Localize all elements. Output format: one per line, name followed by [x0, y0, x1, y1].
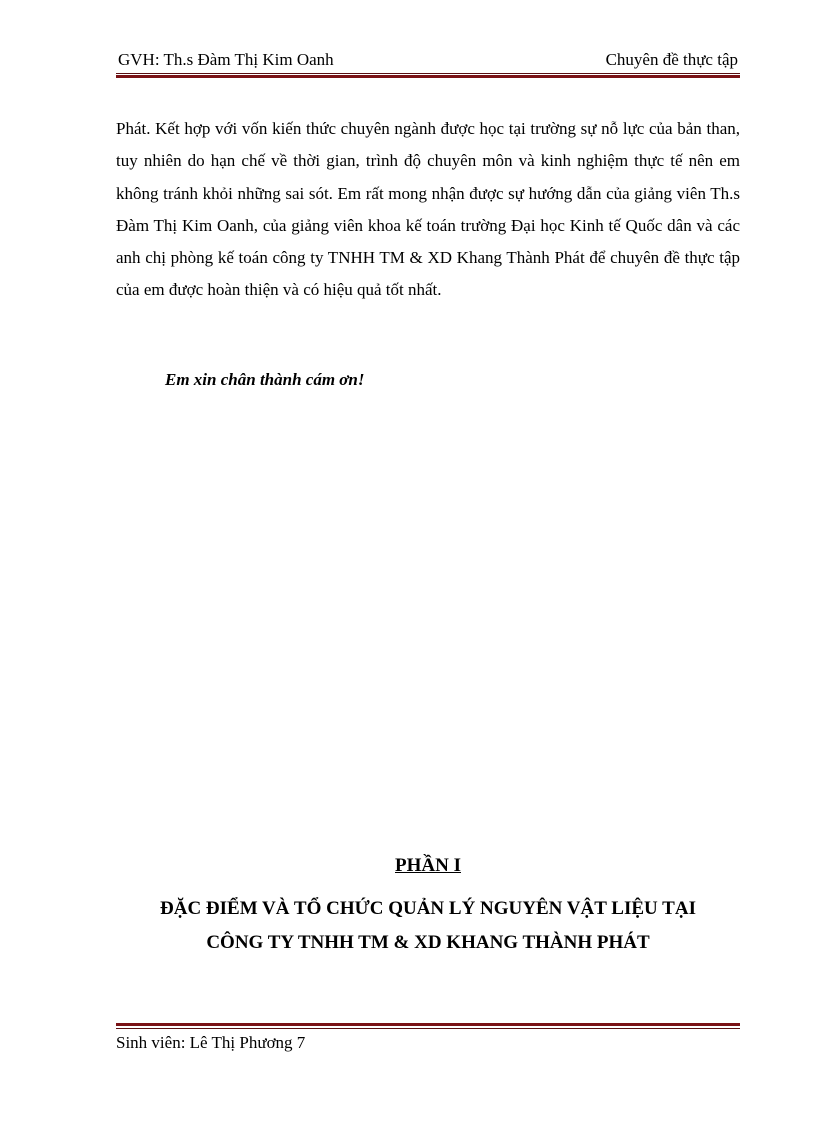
page-header [116, 48, 740, 72]
header-rule-thin [116, 73, 740, 74]
section-title [116, 892, 740, 960]
header-instructor: GVH: Th.s Đàm Thị Kim Oanh [118, 50, 334, 69]
body-text [116, 113, 740, 307]
header-rule-thick [116, 75, 740, 78]
footer-student: Sinh viên: Lê Thị Phương 7 [116, 1033, 306, 1052]
section-label: PHẦN I [395, 855, 461, 876]
body-paragraph: Phát. Kết hợp với vốn kiến thức chuyên ngành được học tại trường sự nỗ lực của bản than, tuy nhiên do hạn chế về thời gian, trình độ chuyên môn và kinh nghiệm thực tế nên em không tránh khỏi những sai sót. Em rất mong nhận được sự hướng dẫn của giảng viên Th.s Đàm Thị Kim Oanh, của giảng viên khoa kế toán trường Đại học Kinh tế Quốc dân và các anh chị phòng kế toán công ty TNHH TM & XD Khang Thành Phát để chuyên đề thực tập của em được hoàn thiện và có hiệu quả tốt nhất. [116, 119, 740, 300]
section-title-line-1: ĐẶC ĐIỂM VÀ TỔ CHỨC QUẢN LÝ NGUYÊN VẬT LIỆU TẠI [160, 898, 696, 919]
header-document-type: Chuyên đề thực tập [605, 50, 738, 69]
thanks-line: Em xin chân thành cám ơn! [165, 370, 365, 389]
section-title-line-2: CÔNG TY TNHH TM & XD KHANG THÀNH PHÁT [206, 932, 650, 953]
footer-rule-thin [116, 1028, 740, 1029]
footer-rule-thick [116, 1023, 740, 1026]
